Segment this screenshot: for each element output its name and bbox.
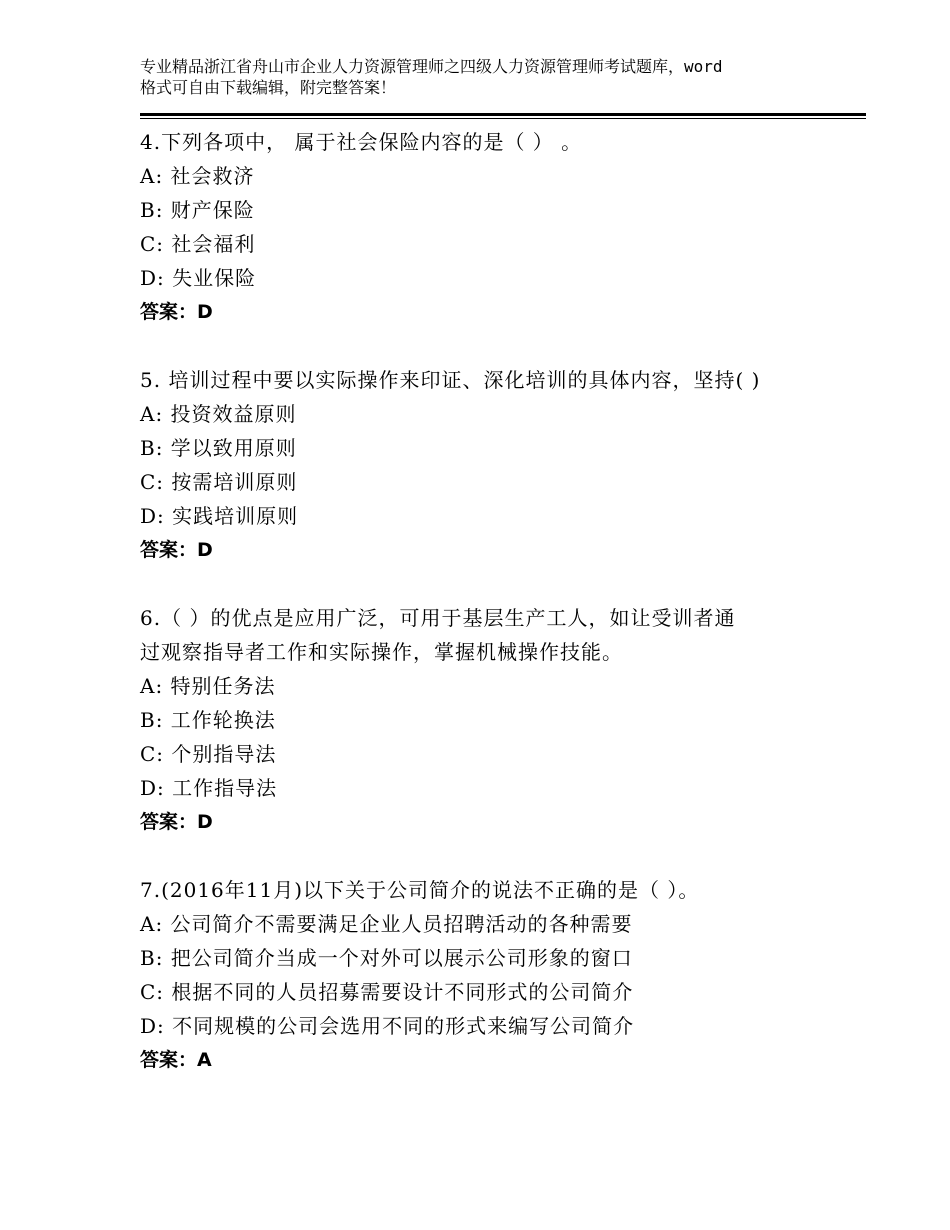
question-stem: 5. 培训过程中要以实际操作来印证、深化培训的具体内容，坚持( ) xyxy=(140,368,761,392)
question-4 xyxy=(140,125,870,329)
option-d: D: 工作指导法 xyxy=(140,776,278,800)
option-c: C: 社会福利 xyxy=(140,232,256,256)
option-a: A: 投资效益原则 xyxy=(140,402,297,426)
header-line-2: 格式可自由下载编辑，附完整答案！ xyxy=(140,78,397,97)
question-stem-continued: 过观察指导者工作和实际操作，掌握机械操作技能。 xyxy=(140,640,623,664)
option-b: B: 财产保险 xyxy=(140,198,255,222)
question-6 xyxy=(140,601,870,839)
option-b: B: 把公司简介当成一个对外可以展示公司形象的窗口 xyxy=(140,946,633,970)
spacer xyxy=(140,329,870,363)
question-5 xyxy=(140,363,870,567)
option-a: A: 公司简介不需要满足企业人员招聘活动的各种需要 xyxy=(140,912,633,936)
question-7 xyxy=(140,873,870,1077)
option-c: C: 个别指导法 xyxy=(140,742,277,766)
option-b: B: 学以致用原则 xyxy=(140,436,297,460)
document-header xyxy=(140,56,870,98)
answer: 答案：D xyxy=(140,811,213,833)
option-d: D: 实践培训原则 xyxy=(140,504,299,528)
option-b: B: 工作轮换法 xyxy=(140,708,276,732)
question-stem: 7.(2016年11月)以下关于公司简介的说法不正确的是（ ）。 xyxy=(140,878,700,902)
spacer xyxy=(140,839,870,873)
answer: 答案：A xyxy=(140,1049,212,1071)
answer: 答案：D xyxy=(140,539,213,561)
question-stem: 6.（ ）的优点是应用广泛，可用于基层生产工人，如让受训者通 xyxy=(140,606,736,630)
header-line-1: 专业精品浙江省舟山市企业人力资源管理师之四级人力资源管理师考试题库，word xyxy=(140,57,723,76)
document-page xyxy=(140,56,870,1077)
option-d: D: 不同规模的公司会选用不同的形式来编写公司简介 xyxy=(140,1014,635,1038)
option-c: C: 按需培训原则 xyxy=(140,470,298,494)
option-d: D: 失业保险 xyxy=(140,266,257,290)
answer: 答案：D xyxy=(140,301,213,323)
spacer xyxy=(140,567,870,601)
option-a: A: 特别任务法 xyxy=(140,674,276,698)
option-a: A: 社会救济 xyxy=(140,164,255,188)
option-c: C: 根据不同的人员招募需要设计不同形式的公司简介 xyxy=(140,980,634,1004)
question-stem: 4.下列各项中， 属于社会保险内容的是（ ） 。 xyxy=(140,130,583,154)
